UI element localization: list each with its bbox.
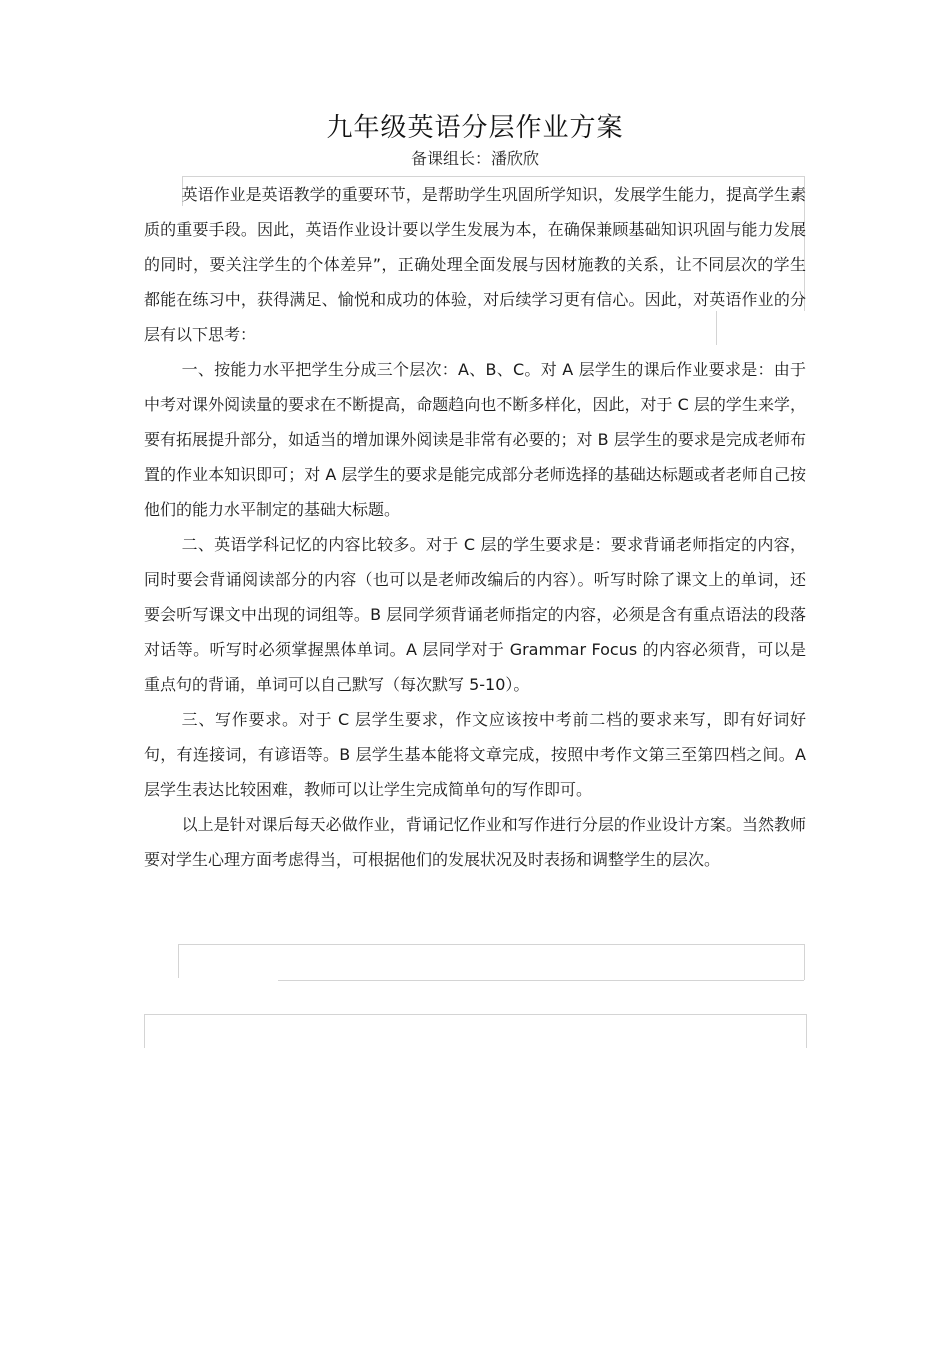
- frame-line-bottom-h1: [178, 944, 804, 945]
- document-title: 九年级英语分层作业方案: [326, 113, 624, 143]
- paragraph-conclusion: 以上是针对课后每天必做作业，背诵记忆作业和写作进行分层的作业设计方案。当然教师要对学生心理方面考虑得当，可根据他们的发展状况及时表扬和调整学生的层次。: [144, 815, 806, 869]
- author-line: 备课组长：潘欣欣: [410, 149, 539, 168]
- frame-line-bottom-right: [804, 944, 805, 980]
- document-body: [144, 177, 806, 877]
- paragraph-memory: 二、英语学科记忆的内容比较多。对于 C 层的学生要求是：要求背诵老师指定的内容，同时要会背诵阅读部分的内容（也可以是老师改编后的内容）。听写时除了课文上的单词，还要会听写课文中出现的词组等。B 层同学须背诵老师指定的内容，必须是含有重点语法的段落对话等。听写时必须掌握黑体单词。A 层同学对于 Grammar Focus 的内容必须背，可以是重点句的背诵，单词可以自己默写（每次默写 5-10）。: [144, 535, 806, 694]
- paragraph-writing: 三、写作要求。对于 C 层学生要求，作文应该按中考前二档的要求来写，即有好词好句，有连接词，有谚语等。B 层学生基本能将文章完成，按照中考作文第三至第四档之间。A 层学生表达比较困难，教师可以让学生完成简单句的写作即可。: [144, 710, 806, 799]
- paragraph-levels: 一、按能力水平把学生分成三个层次：A、B、C。对 A 层学生的课后作业要求是：由于中考对课外阅读量的要求在不断提高，命题趋向也不断多样化，因此，对于 C 层的学生来学，要有拓展提升部分，如适当的增加课外阅读是非常有必要的；对 B 层学生的要求是完成老师布置的作业本知识即可；对 A 层学生的要求是能完成部分老师选择的基础达标题或者老师自己按他们的能力水平制定的基础大标题。: [144, 360, 806, 519]
- frame-line-bottom-left: [178, 944, 179, 978]
- frame-line-bottom-left2: [144, 1014, 145, 1048]
- frame-line-bottom-right2: [806, 1014, 807, 1048]
- paragraph-intro: 英语作业是英语教学的重要环节，是帮助学生巩固所学知识，发展学生能力，提高学生素质的重要手段。因此，英语作业设计要以学生发展为本，在确保兼顾基础知识巩固与能力发展的同时，要关注学生的个体差异”，正确处理全面发展与因材施教的关系，让不同层次的学生都能在练习中，获得满足、愉悦和成功的体验，对后续学习更有信心。因此，对英语作业的分层有以下思考：: [144, 185, 806, 344]
- frame-line-bottom-h3: [144, 1014, 806, 1015]
- frame-line-bottom-h2: [278, 980, 804, 981]
